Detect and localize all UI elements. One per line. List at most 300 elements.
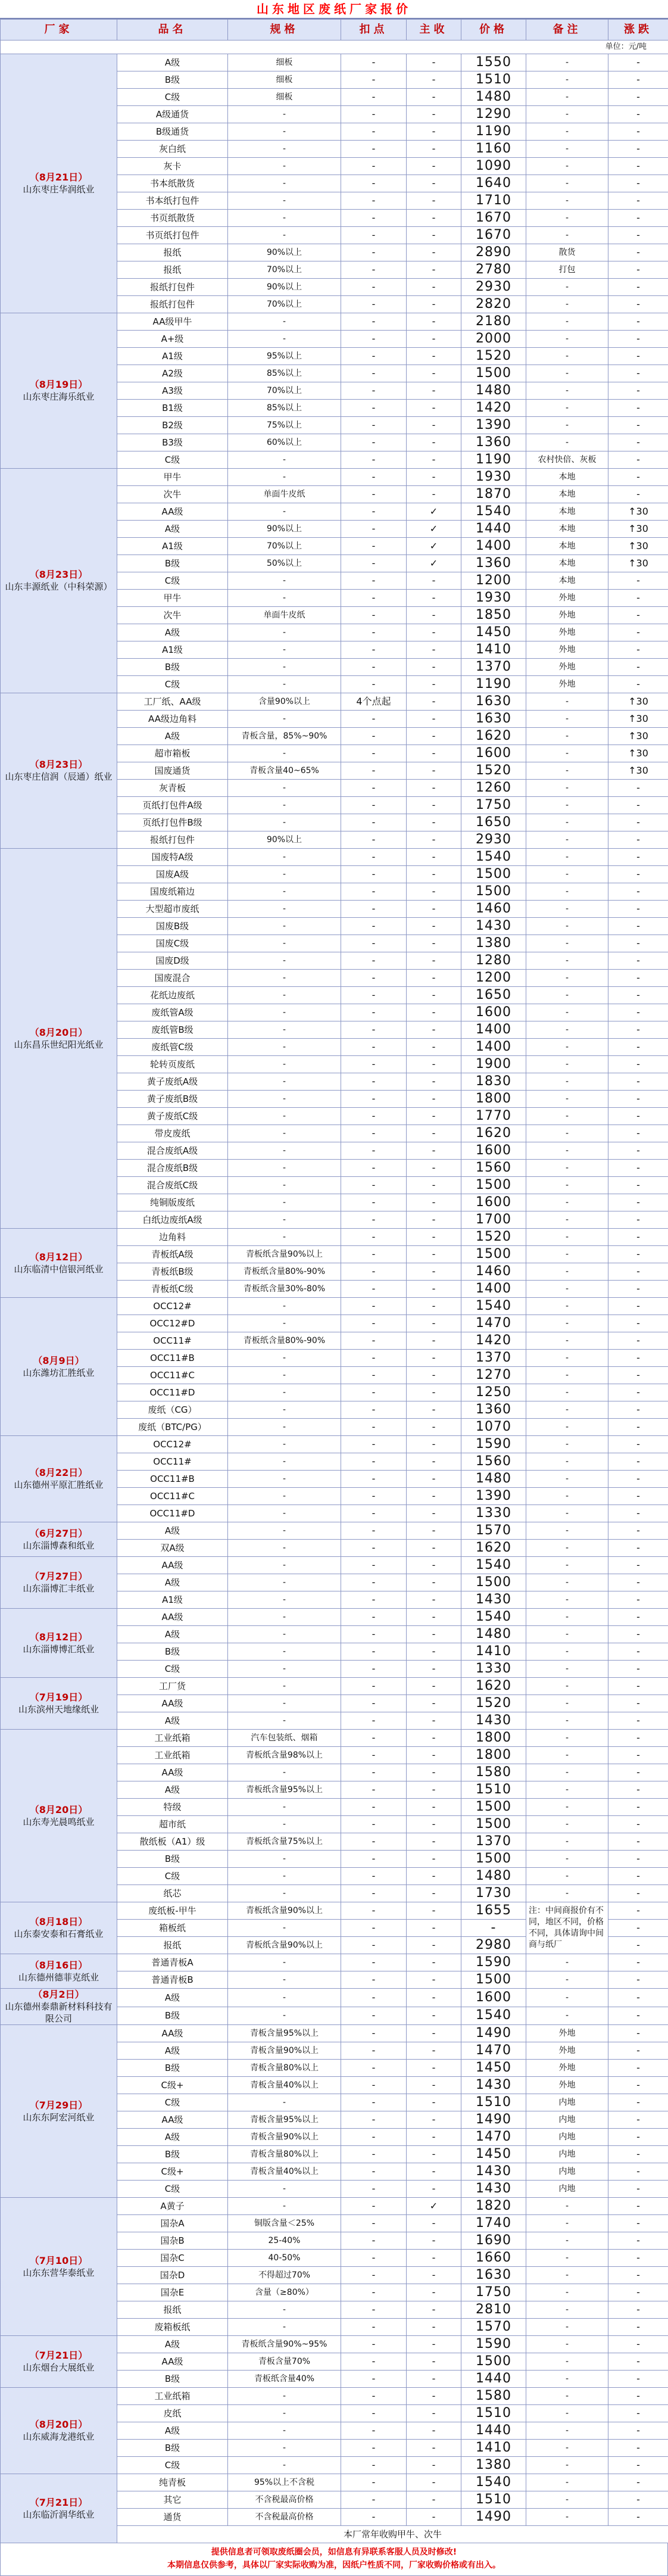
change-cell: - (608, 451, 668, 469)
price-cell: 1540 (461, 2474, 526, 2491)
main-purchase-cell: - (407, 641, 461, 659)
change-cell: - (608, 2250, 668, 2267)
deduction-cell: - (341, 175, 407, 192)
spec-cell: 青板纸含量80%-90% (228, 1332, 341, 1350)
spec-cell: 70%以上 (228, 538, 341, 555)
price-cell: 1500 (461, 2353, 526, 2371)
deduction-cell: 4个点起 (341, 693, 407, 711)
deduction-cell: - (341, 2405, 407, 2422)
spec-cell: 70%以上 (228, 296, 341, 313)
table-row (1, 2198, 668, 2215)
factory-name: 山东枣庄海乐纸业 (3, 391, 114, 403)
main-purchase-cell: - (407, 1246, 461, 1263)
change-cell: - (608, 175, 668, 192)
spec-cell: 青板含量95%以上 (228, 2111, 341, 2129)
spec-cell: - (228, 1695, 341, 1712)
spec-cell: - (228, 2422, 341, 2440)
factory-name: 山东临沂润华纸业 (3, 2509, 114, 2521)
price-cell: 1470 (461, 1315, 526, 1332)
table-row (1, 1954, 668, 1971)
price-cell: 2000 (461, 331, 526, 348)
deduction-cell: - (341, 54, 407, 71)
spec-cell: - (228, 1868, 341, 1885)
deduction-cell: - (341, 106, 407, 123)
remark-cell: - (526, 1540, 608, 1557)
spec-cell: - (228, 1505, 341, 1522)
price-cell: 1480 (461, 382, 526, 400)
factory-name: 山东东营华泰纸业 (3, 2267, 114, 2279)
main-purchase-cell: - (407, 2181, 461, 2198)
deduction-cell: - (341, 1781, 407, 1799)
product-cell: 次牛 (117, 607, 228, 624)
change-cell: - (608, 1781, 668, 1799)
main-purchase-cell: - (407, 2405, 461, 2422)
change-cell: - (608, 1229, 668, 1246)
header-change: 涨跌 (608, 20, 668, 41)
remark-cell: - (526, 123, 608, 141)
spec-cell: - (228, 883, 341, 901)
deduction-cell: - (341, 210, 407, 227)
price-cell: 1670 (461, 210, 526, 227)
change-cell: - (608, 676, 668, 693)
product-cell: OCC11#B (117, 1471, 228, 1488)
deduction-cell: - (341, 1229, 407, 1246)
spec-cell: - (228, 935, 341, 952)
price-cell: 1370 (461, 659, 526, 676)
factory-cell (1, 2388, 117, 2474)
remark-cell: - (526, 1073, 608, 1091)
spec-cell: 青板纸含量80%-90% (228, 1263, 341, 1281)
factory-date: （7月19日） (3, 1692, 114, 1703)
spec-cell: - (228, 2457, 341, 2474)
factory-date: （8月23日） (3, 759, 114, 771)
main-purchase-cell: - (407, 676, 461, 693)
deduction-cell: - (341, 1471, 407, 1488)
deduction-cell: - (341, 1885, 407, 1902)
deduction-cell: - (341, 1971, 407, 1989)
change-cell: - (608, 952, 668, 970)
deduction-cell: - (341, 555, 407, 572)
remark-cell: - (526, 918, 608, 935)
change-cell: - (608, 1695, 668, 1712)
remark-cell: - (526, 1401, 608, 1419)
product-cell: 纯青板 (117, 2474, 228, 2491)
spec-cell: 90%以上 (228, 831, 341, 849)
page-title: 山东地区废纸厂家报价 (0, 0, 668, 19)
change-cell: - (608, 158, 668, 175)
main-purchase-cell: - (407, 2267, 461, 2284)
product-cell: AA级 (117, 503, 228, 521)
change-cell: - (608, 313, 668, 331)
price-cell: 1070 (461, 1419, 526, 1436)
spec-cell: - (228, 2405, 341, 2422)
remark-cell: 外地 (526, 641, 608, 659)
product-cell: 混合废纸A级 (117, 1142, 228, 1160)
spec-cell: - (228, 1229, 341, 1246)
remark-cell: - (526, 210, 608, 227)
main-purchase-cell: - (407, 2336, 461, 2353)
change-cell: - (608, 1522, 668, 1540)
price-cell: 1620 (461, 1125, 526, 1142)
deduction-cell: - (341, 192, 407, 210)
product-cell: A级 (117, 1574, 228, 1591)
remark-cell: - (526, 1350, 608, 1367)
remark-cell: - (526, 1609, 608, 1626)
main-purchase-cell: - (407, 175, 461, 192)
remark-cell: - (526, 2301, 608, 2319)
spec-cell: - (228, 1211, 341, 1229)
remark-cell: - (526, 1643, 608, 1661)
product-cell: 报纸打包件 (117, 296, 228, 313)
spec-cell: 青板含量，85%~90% (228, 728, 341, 745)
spec-cell: 70%以上 (228, 261, 341, 279)
change-cell: ↑30 (608, 762, 668, 780)
change-cell: - (608, 2215, 668, 2232)
price-cell: 1590 (461, 1436, 526, 1453)
price-cell: 1540 (461, 849, 526, 866)
factory-cell (1, 2474, 117, 2543)
price-table (0, 19, 668, 2543)
change-cell: - (608, 1142, 668, 1160)
price-cell: 1460 (461, 901, 526, 918)
deduction-cell: - (341, 1816, 407, 1833)
price-cell: 1750 (461, 797, 526, 814)
deduction-cell: - (341, 1315, 407, 1332)
deduction-cell: - (341, 2474, 407, 2491)
main-purchase-cell: - (407, 1073, 461, 1091)
price-cell: 1800 (461, 1730, 526, 1747)
main-purchase-cell: - (407, 1661, 461, 1678)
main-purchase-cell: - (407, 590, 461, 607)
remark-cell: 本地 (526, 469, 608, 486)
spec-cell: - (228, 987, 341, 1004)
product-cell: OCC12# (117, 1298, 228, 1315)
product-cell: C级 (117, 2181, 228, 2198)
change-cell: - (608, 210, 668, 227)
factory-cell (1, 1609, 117, 1678)
spec-cell: - (228, 1712, 341, 1730)
remark-cell: 外地 (526, 624, 608, 641)
remark-cell: - (526, 2371, 608, 2388)
remark-cell: - (526, 2215, 608, 2232)
product-cell: 书本纸打包件 (117, 192, 228, 210)
product-cell: A级 (117, 54, 228, 71)
spec-cell: - (228, 1574, 341, 1591)
remark-cell: - (526, 2319, 608, 2336)
change-cell: - (608, 1626, 668, 1643)
price-cell: 1655 (461, 1902, 526, 1920)
price-table-body (1, 41, 668, 2543)
spec-cell: - (228, 572, 341, 590)
product-cell: A级 (117, 624, 228, 641)
factory-name: 山东枣庄华润纸业 (3, 183, 114, 195)
spec-cell: - (228, 797, 341, 814)
spec-cell: - (228, 970, 341, 987)
main-purchase-cell: - (407, 313, 461, 331)
remark-cell: - (526, 1315, 608, 1332)
deduction-cell: - (341, 1073, 407, 1091)
price-cell: 2810 (461, 2301, 526, 2319)
change-cell: - (608, 1799, 668, 1816)
remark-cell: - (526, 831, 608, 849)
main-purchase-cell: - (407, 1194, 461, 1211)
change-cell: ↑30 (608, 693, 668, 711)
deduction-cell: - (341, 451, 407, 469)
deduction-cell: - (341, 1574, 407, 1591)
remark-cell: 外地 (526, 590, 608, 607)
remark-cell: - (526, 365, 608, 382)
product-cell: 白纸边废纸A级 (117, 1211, 228, 1229)
price-cell: 2930 (461, 831, 526, 849)
main-purchase-cell: - (407, 2301, 461, 2319)
product-cell: 黄子废纸A级 (117, 1073, 228, 1091)
deduction-cell: - (341, 607, 407, 624)
change-cell: - (608, 2509, 668, 2526)
deduction-cell: - (341, 2353, 407, 2371)
change-cell: - (608, 2267, 668, 2284)
price-cell: 1500 (461, 1574, 526, 1591)
product-cell: B级 (117, 2060, 228, 2077)
remark-cell: - (526, 1436, 608, 1453)
factory-date: （8月2日） (3, 1989, 114, 2001)
table-row (1, 2474, 668, 2491)
product-cell: AA级 (117, 2353, 228, 2371)
change-cell: - (608, 1367, 668, 1384)
change-cell: - (608, 2007, 668, 2025)
remark-cell: - (526, 400, 608, 417)
deduction-cell: - (341, 1591, 407, 1609)
remark-cell: - (526, 1367, 608, 1384)
change-cell: - (608, 54, 668, 71)
price-cell: 1520 (461, 1229, 526, 1246)
price-cell: 1520 (461, 1695, 526, 1712)
change-cell: - (608, 2129, 668, 2146)
main-purchase-cell: - (407, 762, 461, 780)
main-purchase-cell: - (407, 434, 461, 451)
deduction-cell: - (341, 2163, 407, 2181)
remark-cell: - (526, 2457, 608, 2474)
spec-cell: 90%以上 (228, 244, 341, 261)
factory-date: （6月27日） (3, 1528, 114, 1540)
deduction-cell: - (341, 2509, 407, 2526)
factory-name: 山东淄博博汇纸业 (3, 1643, 114, 1655)
product-cell: AA级甲牛 (117, 313, 228, 331)
table-row (1, 1902, 668, 1920)
price-cell: 1520 (461, 762, 526, 780)
main-purchase-cell: - (407, 2388, 461, 2405)
price-cell: 1280 (461, 952, 526, 970)
change-cell: - (608, 1177, 668, 1194)
spec-cell: - (228, 1851, 341, 1868)
remark-cell: - (526, 331, 608, 348)
remark-cell: - (526, 348, 608, 365)
spec-cell: - (228, 1056, 341, 1073)
price-cell: 1540 (461, 1609, 526, 1626)
remark-cell: 本地 (526, 538, 608, 555)
remark-cell: - (526, 2422, 608, 2440)
main-purchase-cell: - (407, 2146, 461, 2163)
change-cell: - (608, 1056, 668, 1073)
factory-date: （7月27日） (3, 1571, 114, 1583)
price-cell: 1630 (461, 693, 526, 711)
main-purchase-cell: - (407, 1419, 461, 1436)
price-cell: 1160 (461, 141, 526, 158)
deduction-cell: - (341, 486, 407, 503)
product-cell: 工厂货 (117, 1678, 228, 1695)
product-cell: 普通青板B (117, 1971, 228, 1989)
deduction-cell: - (341, 918, 407, 935)
remark-cell: - (526, 1971, 608, 1989)
change-cell: - (608, 1436, 668, 1453)
price-cell: 1290 (461, 106, 526, 123)
price-cell: 1460 (461, 1263, 526, 1281)
spec-cell: - (228, 1350, 341, 1367)
price-cell: 1750 (461, 2284, 526, 2301)
remark-cell: - (526, 1591, 608, 1609)
price-cell: 1740 (461, 2215, 526, 2232)
change-cell: - (608, 1091, 668, 1108)
remark-cell: - (526, 1160, 608, 1177)
main-purchase-cell: - (407, 1332, 461, 1350)
main-purchase-cell: - (407, 210, 461, 227)
deduction-cell: - (341, 624, 407, 641)
remark-cell: 外地 (526, 659, 608, 676)
product-cell: 双A级 (117, 1540, 228, 1557)
remark-cell: - (526, 1263, 608, 1281)
price-cell: 1430 (461, 1712, 526, 1730)
product-cell: 青板纸A级 (117, 1246, 228, 1263)
table-row (1, 313, 668, 331)
change-cell: - (608, 1004, 668, 1021)
remark-cell: - (526, 1747, 608, 1764)
change-cell: - (608, 1263, 668, 1281)
factory-name: 山东泰安泰和石膏纸业 (3, 1928, 114, 1940)
deduction-cell: - (341, 2042, 407, 2060)
product-cell: 废纸管B级 (117, 1021, 228, 1039)
price-cell: 1360 (461, 434, 526, 451)
factory-name: 山东德州泰鼎新材料科技有限公司 (3, 2001, 114, 2024)
deduction-cell: - (341, 2181, 407, 2198)
spec-cell: - (228, 1885, 341, 1902)
table-row (1, 1436, 668, 1453)
price-cell: 1370 (461, 1350, 526, 1367)
change-cell: - (608, 866, 668, 883)
deduction-cell: - (341, 1367, 407, 1384)
remark-cell: - (526, 1125, 608, 1142)
remark-cell: - (526, 1626, 608, 1643)
change-cell: - (608, 831, 668, 849)
main-purchase-cell: - (407, 1384, 461, 1401)
deduction-cell: - (341, 348, 407, 365)
spec-cell: - (228, 1125, 341, 1142)
main-purchase-cell: - (407, 1471, 461, 1488)
deduction-cell: - (341, 1661, 407, 1678)
remark-cell: - (526, 1177, 608, 1194)
change-cell: - (608, 2491, 668, 2509)
spec-cell: - (228, 918, 341, 935)
table-row (1, 1522, 668, 1540)
factory-cell (1, 1522, 117, 1557)
deduction-cell: - (341, 1436, 407, 1453)
remark-cell: 外地 (526, 607, 608, 624)
change-cell: - (608, 1574, 668, 1591)
spec-cell: - (228, 1989, 341, 2007)
change-cell: - (608, 1712, 668, 1730)
deduction-cell: - (341, 1730, 407, 1747)
change-cell: - (608, 2198, 668, 2215)
deduction-cell: - (341, 244, 407, 261)
change-cell: - (608, 1488, 668, 1505)
spec-cell: - (228, 1436, 341, 1453)
change-cell: - (608, 1661, 668, 1678)
spec-cell: 青板纸含量40% (228, 2371, 341, 2388)
price-cell: 1380 (461, 935, 526, 952)
spec-cell: - (228, 1471, 341, 1488)
spec-cell: 青板纸含量98%以上 (228, 1747, 341, 1764)
main-purchase-cell: - (407, 54, 461, 71)
main-purchase-cell: - (407, 1695, 461, 1712)
deduction-cell: - (341, 1401, 407, 1419)
product-cell: 国废A级 (117, 866, 228, 883)
change-cell: - (608, 296, 668, 313)
spec-cell: - (228, 2319, 341, 2336)
product-cell: A级 (117, 1522, 228, 1540)
change-cell: - (608, 1868, 668, 1885)
product-cell: 国废混合 (117, 970, 228, 987)
spec-cell: - (228, 624, 341, 641)
main-purchase-cell: - (407, 2129, 461, 2146)
spec-cell: - (228, 1021, 341, 1039)
spec-cell: - (228, 123, 341, 141)
product-cell: 青板纸C级 (117, 1281, 228, 1298)
spec-cell: - (228, 141, 341, 158)
price-cell: 1490 (461, 2025, 526, 2042)
price-cell: 1630 (461, 2267, 526, 2284)
remark-cell: - (526, 2198, 608, 2215)
factory-name: 山东威海龙港纸业 (3, 2431, 114, 2443)
remark-cell: - (526, 1557, 608, 1574)
spec-cell: 40-50% (228, 2250, 341, 2267)
deduction-cell: - (341, 2198, 407, 2215)
spec-cell: 90%以上 (228, 521, 341, 538)
price-cell: 1590 (461, 2336, 526, 2353)
deduction-cell: - (341, 935, 407, 952)
main-purchase-cell: - (407, 2163, 461, 2181)
price-cell: 1450 (461, 2060, 526, 2077)
price-cell: 1500 (461, 365, 526, 382)
spec-cell: - (228, 175, 341, 192)
product-cell: 国废C级 (117, 935, 228, 952)
spec-cell: 青板纸含量90%以上 (228, 1937, 341, 1954)
deduction-cell: - (341, 2336, 407, 2353)
product-cell: 废纸（BTC/PG） (117, 1419, 228, 1436)
deduction-cell: - (341, 2319, 407, 2336)
product-cell: A级 (117, 1712, 228, 1730)
deduction-cell: - (341, 2457, 407, 2474)
price-cell: 2890 (461, 244, 526, 261)
spec-cell: - (228, 1073, 341, 1091)
deduction-cell: - (341, 2491, 407, 2509)
spec-cell: 铜版含量＜25% (228, 2215, 341, 2232)
deduction-cell: - (341, 1056, 407, 1073)
main-purchase-cell: - (407, 1816, 461, 1833)
deduction-cell: - (341, 1833, 407, 1851)
deduction-cell: - (341, 2250, 407, 2267)
price-cell: 1710 (461, 192, 526, 210)
product-cell: 废纸管A级 (117, 1004, 228, 1021)
deduction-cell: - (341, 2371, 407, 2388)
spec-cell: - (228, 590, 341, 607)
